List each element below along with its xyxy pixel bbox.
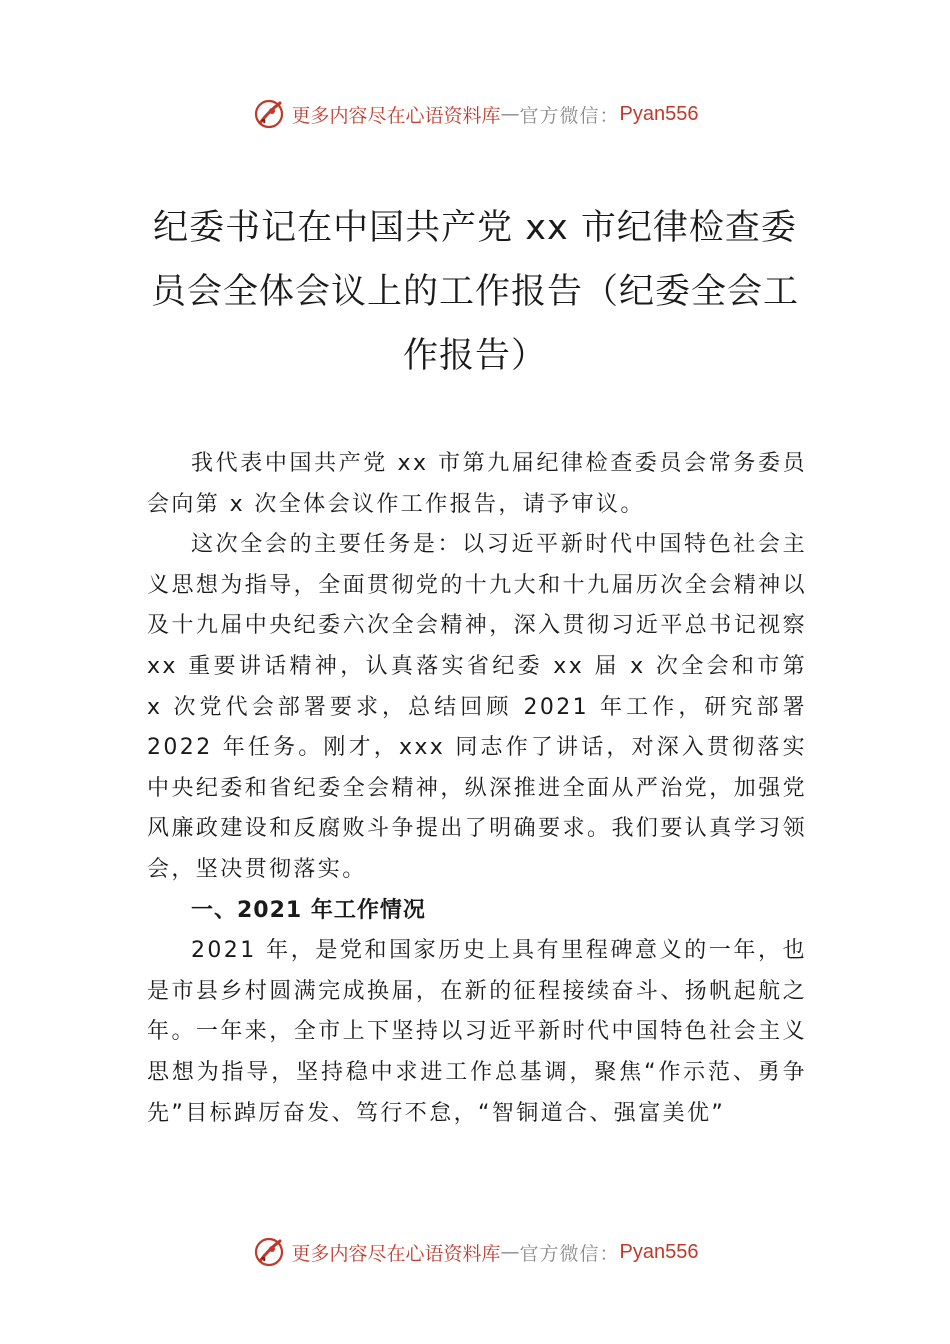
bottom-watermark	[0, 1234, 950, 1270]
watermark-label: 官方微信：	[519, 1242, 620, 1265]
brush-logo-icon	[252, 1235, 286, 1269]
watermark-dash: —	[500, 103, 520, 125]
watermark-brand-text: 更多内容尽在心语资料库	[291, 104, 501, 127]
watermark-label: 官方微信：	[519, 104, 620, 127]
watermark-wechat-id: Pyan556	[619, 1240, 699, 1263]
document-title: 纪委书记在中国共产党 xx 市纪律检查委员会全体会议上的工作报告（纪委全会工作报告）	[150, 208, 799, 376]
paragraph-2021-review: 2021 年，是党和国家历史上具有里程碑意义的一年，也是市县乡村圆满完成换届，在新的征程接续奋斗、扬帆起航之年。一年来，全市上下坚持以习近平新时代中国特色社会主义思想为指导，坚持稳中求进工作总基调，聚焦“作示范、勇争先”目标踔厉奋发、笃行不怠，“智铜道合、强富美优”	[147, 938, 807, 1126]
watermark-wechat-id: Pyan556	[619, 102, 699, 125]
top-watermark	[0, 96, 950, 132]
paragraph-tasks: 这次全会的主要任务是：以习近平新时代中国特色社会主义思想为指导，全面贯彻党的十九大和十九届历次全会精神以及十九届中央纪委六次全会精神，深入贯彻习近平总书记视察 xx 重要讲话精神，认真落实省纪委 xx 届 x 次全会和市第 x 次党代会部署要求，总结回顾 2021 年工作，研究部署 2022 年任务。刚才，xxx 同志作了讲话，对深入贯彻落实中央纪委和省纪委全会精神，纵深推进全面从严治党，加强党风廉政建设和反腐败斗争提出了明确要求。我们要认真学习领会，坚决贯彻落实。	[147, 532, 807, 882]
brush-logo-icon	[252, 97, 286, 131]
watermark-brand-text: 更多内容尽在心语资料库	[291, 1242, 501, 1265]
paragraph-intro: 我代表中国共产党 xx 市第九届纪律检查委员会常务委员会向第 x 次全体会议作工作报告，请予审议。	[147, 451, 807, 517]
document-body	[147, 444, 807, 1134]
watermark-dash: —	[500, 1241, 520, 1263]
section-heading: 一、2021 年工作情况	[191, 897, 426, 923]
